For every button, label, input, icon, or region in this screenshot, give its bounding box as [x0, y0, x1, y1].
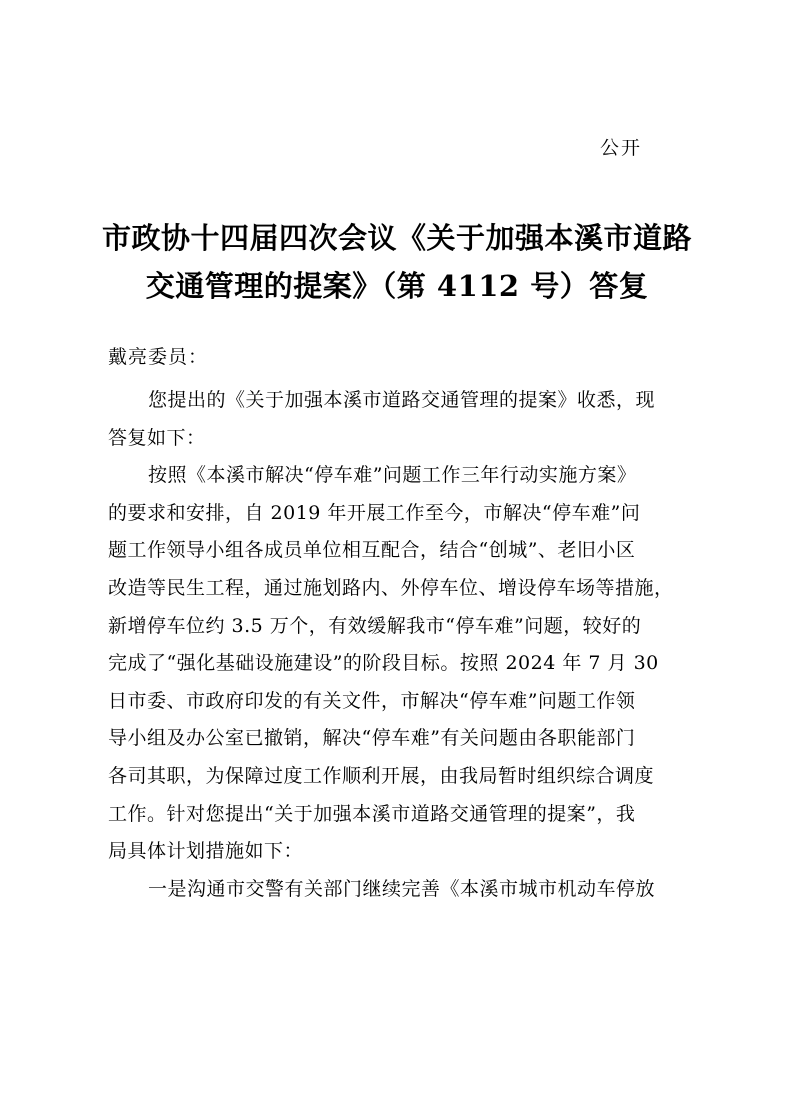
paragraph-2-line-11: 局具体计划措施如下： [108, 840, 304, 863]
document-body [108, 382, 688, 908]
title-line-2: 交通管理的提案》（第 4112 号）答复 [145, 269, 649, 303]
document-title [80, 214, 714, 310]
public-disclosure-mark: 公开 [600, 137, 643, 159]
paragraph-3-line-1: 一是沟通市交警有关部门继续完善《本溪市城市机动车停放 [148, 877, 656, 900]
paragraph-2-line-5: 新增停车位约 3.5 万个，有效缓解我市“停车难”问题，较好的 [108, 614, 642, 637]
paragraph-2-line-6: 完成了“强化基础设施建设”的阶段目标。按照 2024 年 7 月 30 [108, 652, 659, 675]
paragraph-1-line-1: 您提出的《关于加强本溪市道路交通管理的提案》收悉，现 [148, 389, 656, 411]
paragraph-2-line-1: 按照《本溪市解决“停车难”问题工作三年行动实施方案》 [148, 464, 637, 487]
paragraph-2-line-10: 工作。针对您提出“关于加强本溪市道路交通管理的提案”，我 [108, 802, 636, 825]
title-line-1: 市政协十四届四次会议《关于加强本溪市道路 [101, 221, 692, 255]
salutation: 戴亮委员： [108, 346, 209, 368]
paragraph-2-line-7: 日市委、市政府印发的有关文件，市解决“停车难”问题工作领 [108, 689, 636, 712]
paragraph-2-line-8: 导小组及办公室已撤销，解决“停车难”有关问题由各职能部门 [108, 727, 636, 750]
paragraph-2-line-9: 各司其职，为保障过度工作顺利开展，由我局暂时组织综合调度 [108, 764, 655, 787]
paragraph-2-line-2: 的要求和安排，自 2019 年开展工作至今，市解决“停车难”问 [108, 501, 641, 524]
paragraph-2-line-4: 改造等民生工程，通过施划路内、外停车位、增设停车场等措施， [108, 576, 674, 599]
paragraph-2-line-3: 题工作领导小组各成员单位相互配合，结合“创城”、老旧小区 [108, 539, 636, 562]
paragraph-1-line-2: 答复如下： [108, 426, 206, 449]
